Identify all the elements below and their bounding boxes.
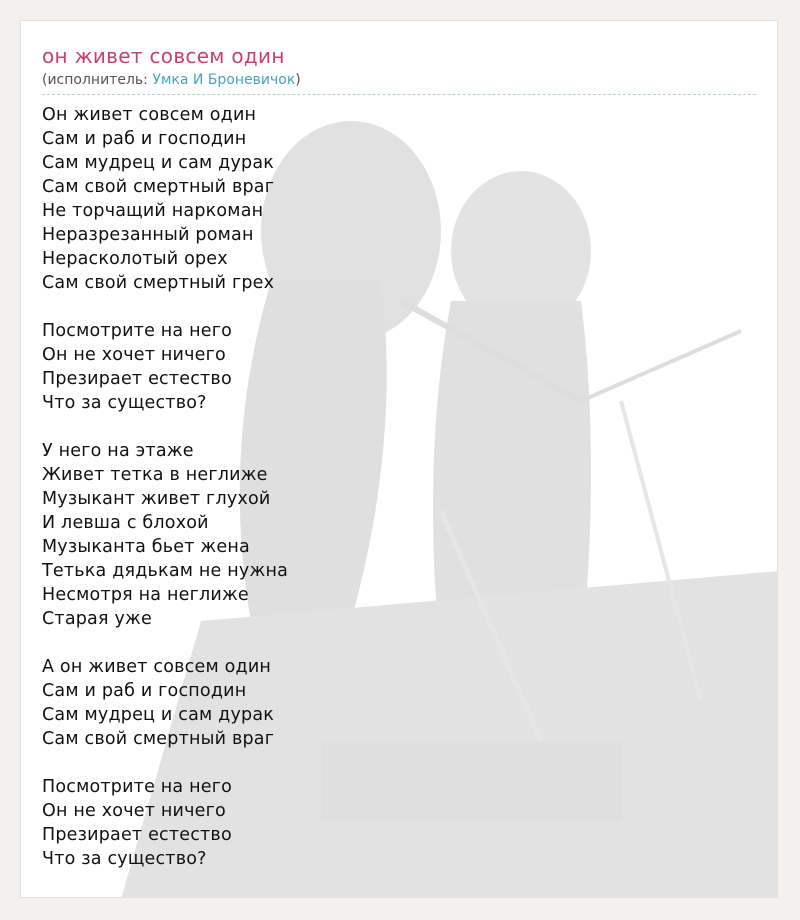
lyrics-stanza [42, 655, 756, 751]
lyrics-line: Сам мудрец и сам дурак [42, 153, 275, 173]
lyrics-line: Тетька дядькам не нужна [42, 561, 289, 581]
lyrics-stanza [42, 319, 756, 415]
performer-line [42, 71, 756, 95]
lyrics-line: Что за существо? [42, 849, 207, 869]
lyrics-line: Он не хочет ничего [42, 801, 226, 821]
lyrics-line: Презирает естество [42, 369, 232, 389]
lyrics-line: Сам и раб и господин [42, 129, 247, 149]
lyrics-line: Сам мудрец и сам дурак [42, 705, 275, 725]
lyrics-line: Посмотрите на него [42, 777, 233, 797]
lyrics-line: Нерасколотый орех [42, 249, 228, 269]
lyrics-line: Не торчащий наркоман [42, 201, 264, 221]
lyrics-card [20, 20, 778, 898]
lyrics-line: Сам свой смертный враг [42, 729, 275, 749]
lyrics-line: Сам свой смертный грех [42, 273, 275, 293]
performer-suffix: ) [295, 72, 301, 88]
performer-prefix: (исполнитель: [42, 72, 153, 88]
lyrics-line: Несмотря на неглиже [42, 585, 249, 605]
lyrics-text [42, 103, 756, 871]
lyrics-line: Музыканта бьет жена [42, 537, 250, 557]
lyrics-line: Посмотрите на него [42, 321, 233, 341]
lyrics-line: Сам и раб и господин [42, 681, 247, 701]
lyrics-line: Неразрезанный роман [42, 225, 254, 245]
lyrics-line: А он живет совсем один [42, 657, 272, 677]
lyrics-line: И левша с блохой [42, 513, 209, 533]
lyrics-stanza [42, 439, 756, 631]
lyrics-line: У него на этаже [42, 441, 194, 461]
lyrics-stanza [42, 775, 756, 871]
lyrics-line: Презирает естество [42, 825, 232, 845]
lyrics-line: Он живет совсем один [42, 105, 257, 125]
lyrics-line: Он не хочет ничего [42, 345, 226, 365]
lyrics-stanza [42, 103, 756, 295]
lyrics-line: Старая уже [42, 609, 152, 629]
performer-link[interactable]: Умка И Броневичок [152, 72, 296, 88]
lyrics-line: Музыкант живет глухой [42, 489, 271, 509]
lyrics-content [21, 43, 777, 871]
lyrics-line: Что за существо? [42, 393, 207, 413]
lyrics-line: Сам свой смертный враг [42, 177, 275, 197]
lyrics-line: Живет тетка в неглиже [42, 465, 268, 485]
song-title: он живет совсем один [42, 44, 285, 68]
